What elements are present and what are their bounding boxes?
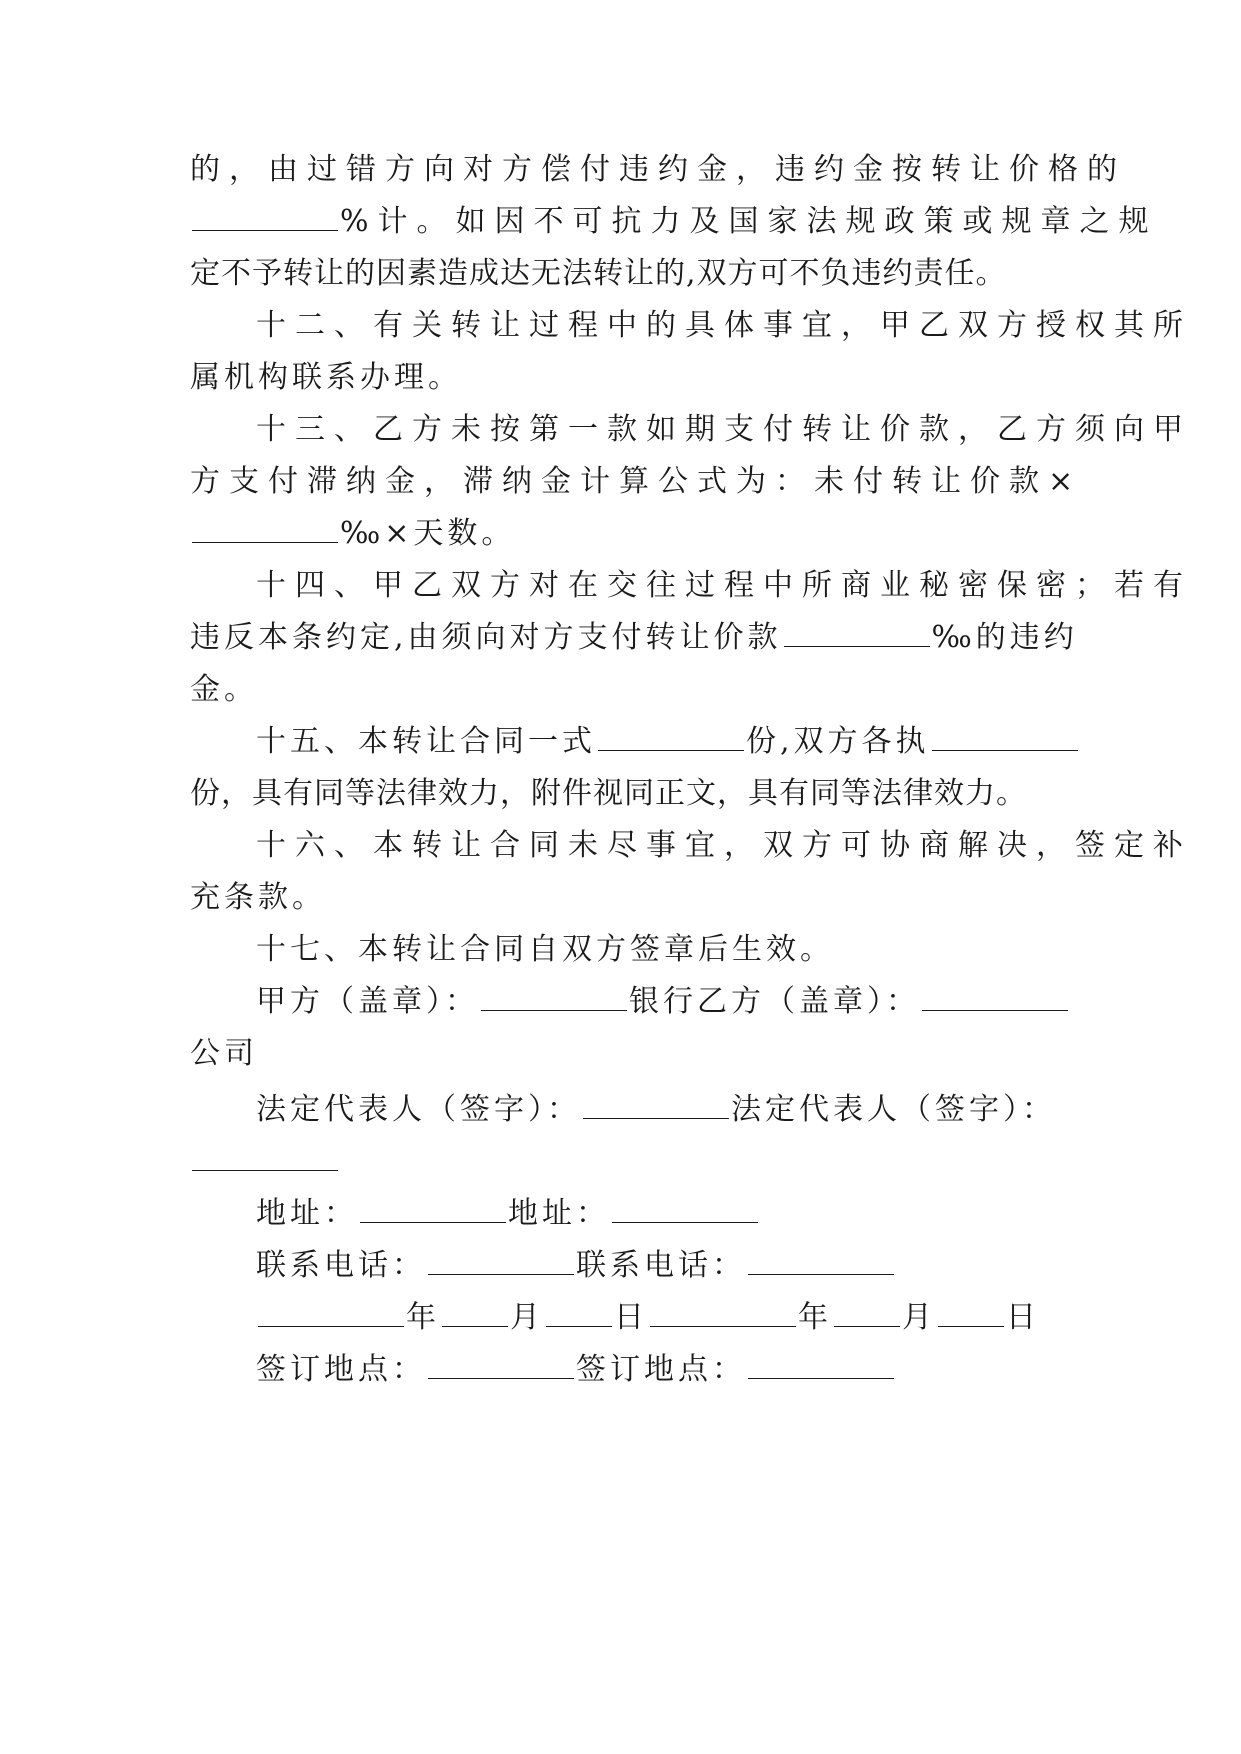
fill-blank <box>546 1298 612 1327</box>
text-line <box>190 150 1126 190</box>
text-segment: 日 <box>614 1300 648 1335</box>
fill-blank <box>932 722 1078 751</box>
text-line <box>256 826 1192 866</box>
signature-line-representative <box>256 1090 1116 1130</box>
text-segment: 公司 <box>190 1036 258 1071</box>
text-segment: 年 <box>798 1300 832 1335</box>
text-segment: 十四、甲乙双方对在交往过程中所商业秘密保密；若有 <box>256 568 1192 603</box>
phone-line <box>256 1246 1116 1286</box>
text-line <box>256 722 1116 762</box>
fill-blank <box>748 1246 894 1275</box>
fill-blank <box>612 1194 758 1223</box>
text-line <box>256 410 1192 450</box>
fill-blank <box>442 1298 508 1327</box>
text-segment: 签订地点： <box>576 1352 746 1387</box>
text-segment: 月 <box>902 1300 936 1335</box>
date-line <box>256 1298 1116 1338</box>
text-segment: 月 <box>510 1300 544 1335</box>
text-segment: 十六、本转让合同未尽事宜，双方可协商解决，签定补 <box>256 828 1192 863</box>
text-line <box>190 878 1050 918</box>
text-line <box>190 1034 1050 1074</box>
text-segment: 份，具有同等法律效力，附件视同正文，具有同等法律效力。 <box>190 776 1027 811</box>
text-segment: 充条款。 <box>190 880 326 915</box>
text-segment: %计。如因不可抗力及国家法规政策或规章之规 <box>340 204 1158 239</box>
text-line <box>256 566 1192 606</box>
text-segment: 法定代表人（签字）： <box>256 1092 581 1127</box>
text-segment: 份,双方各执 <box>746 724 930 759</box>
text-segment: 日 <box>1006 1300 1040 1335</box>
text-segment: 定不予转让的因素造成达无法转让的,双方可不负违约责任。 <box>190 256 1007 291</box>
fill-blank <box>360 1194 506 1223</box>
text-line <box>190 670 1050 710</box>
fill-blank <box>481 982 627 1011</box>
text-line <box>256 306 1192 346</box>
fill-blank <box>428 1350 574 1379</box>
text-segment: 方支付滞纳金，滞纳金计算公式为：未付转让价款× <box>190 464 1083 499</box>
text-segment: 联系电话： <box>256 1248 426 1283</box>
fill-blank <box>784 618 930 647</box>
text-line <box>190 358 1050 398</box>
signature-line-party-a <box>256 982 1116 1022</box>
fill-blank <box>192 202 338 231</box>
text-segment: 甲方（盖章）： <box>256 984 479 1019</box>
text-segment: 年 <box>406 1300 440 1335</box>
fill-blank <box>192 1142 338 1171</box>
text-line <box>190 202 1158 242</box>
fill-blank <box>192 514 338 543</box>
fill-blank <box>922 982 1068 1011</box>
text-line <box>190 254 1050 294</box>
text-line <box>190 774 1050 814</box>
text-segment: 地址： <box>508 1196 610 1231</box>
text-segment: 金。 <box>190 672 258 707</box>
text-segment: 十二、有关转让过程中的具体事宜，甲乙双方授权其所 <box>256 308 1192 343</box>
signing-place-line <box>256 1350 1116 1390</box>
text-segment: 地址： <box>256 1196 358 1231</box>
text-line <box>190 514 1050 554</box>
text-segment: 签订地点： <box>256 1352 426 1387</box>
text-line <box>190 1142 1050 1182</box>
text-segment: 联系电话： <box>576 1248 746 1283</box>
fill-blank <box>834 1298 900 1327</box>
text-segment: 十七、本转让合同自双方签章后生效。 <box>256 932 834 967</box>
fill-blank <box>748 1350 894 1379</box>
text-segment: 法定代表人（签字）： <box>731 1092 1056 1127</box>
text-segment: 的，由过错方向对方偿付违约金，违约金按转让价格的 <box>190 152 1126 187</box>
text-segment: 十三、乙方未按第一款如期支付转让价款，乙方须向甲 <box>256 412 1192 447</box>
text-line <box>256 930 1116 970</box>
fill-blank <box>428 1246 574 1275</box>
fill-blank <box>938 1298 1004 1327</box>
fill-blank <box>650 1298 796 1327</box>
text-line <box>190 618 1078 658</box>
text-line <box>190 462 1083 502</box>
text-segment: 属机构联系办理。 <box>190 360 462 395</box>
text-segment: 违反本条约定,由须向对方支付转让价款 <box>190 620 782 655</box>
text-segment: ‰的违约 <box>931 620 1078 655</box>
address-line <box>256 1194 1116 1234</box>
text-segment: ‰×天数。 <box>340 516 516 551</box>
fill-blank <box>583 1090 729 1119</box>
text-segment: 银行乙方（盖章）： <box>629 984 920 1019</box>
fill-blank <box>598 722 744 751</box>
fill-blank <box>258 1298 404 1327</box>
text-segment: 十五、本转让合同一式 <box>256 724 596 759</box>
